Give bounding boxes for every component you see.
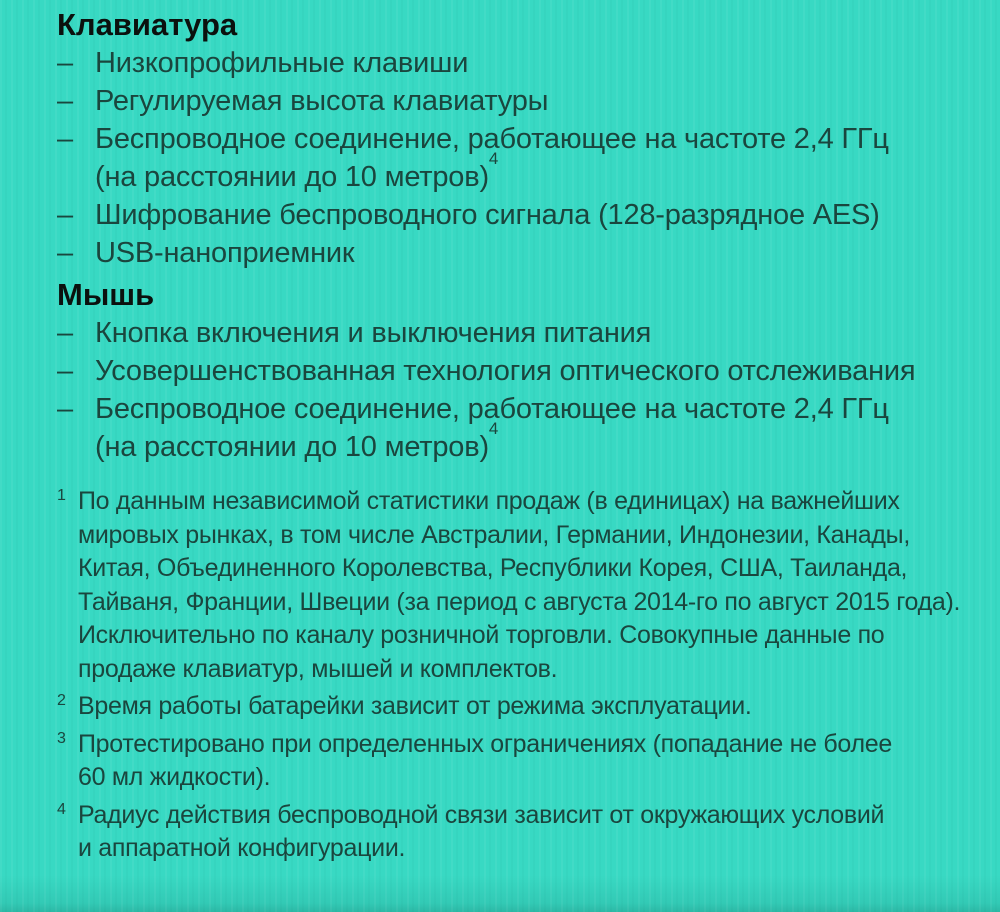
- feature-text: [95, 352, 980, 390]
- feature-item: [57, 352, 980, 390]
- feature-text-line: Регулируемая высота клавиатуры: [95, 85, 549, 117]
- feature-text-line: USB-наноприемник: [95, 237, 355, 269]
- feature-text: [95, 82, 980, 120]
- feature-item: [57, 234, 980, 272]
- feature-text-line: Беспроводное соединение, работающее на частоте 2,4 ГГц: [95, 393, 889, 425]
- footnote-line: Китая, Объединенного Королевства, Республики Корея, США, Таиланда,: [78, 554, 908, 582]
- footnote-line: Исключительно по каналу розничной торговли. Совокупные данные по: [78, 621, 885, 649]
- footnote-line: Радиус действия беспроводной связи зависит от окружающих условий: [78, 800, 885, 829]
- section-title-mouse: Мышь: [57, 277, 155, 312]
- feature-text: [95, 390, 980, 428]
- footnote-line: Тайваня, Франции, Швеции (за период с августа 2014-го по август 2015 года).: [78, 587, 961, 616]
- feature-text-line: Беспроводное соединение, работающее на частоте 2,4 ГГц: [95, 123, 889, 155]
- bullet-dash: –: [57, 47, 74, 79]
- bullet-dash: –: [57, 85, 74, 117]
- footnote-line: продаже клавиатур, мышей и комплектов.: [78, 654, 558, 683]
- feature-text-line: Шифрование беспроводного сигнала (128-разрядное AES): [95, 199, 880, 231]
- feature-text-line: Усовершенствованная технология оптического отслеживания: [95, 355, 916, 387]
- section-keyboard: [57, 6, 980, 272]
- bullet-dash: –: [57, 237, 74, 269]
- bullet-dash: –: [57, 393, 74, 425]
- feature-item: [57, 390, 980, 466]
- feature-text-line: (на расстоянии до 10 метров): [95, 161, 489, 193]
- bullet-dash: –: [57, 123, 74, 155]
- feature-text-line: (на расстоянии до 10 метров): [95, 431, 489, 463]
- footnote-marker: 1: [57, 487, 66, 504]
- footnote-line: Время работы батарейки зависит от режима эксплуатации.: [78, 692, 752, 720]
- footnote-line: 60 мл жидкости).: [78, 763, 271, 791]
- feature-text: [95, 149, 980, 196]
- feature-item: [57, 314, 980, 352]
- feature-text-line: Кнопка включения и выключения питания: [95, 317, 652, 349]
- footnote-line: мировых рынках, в том числе Австралии, Германии, Индонезии, Канады,: [78, 520, 911, 549]
- footnote-item: [57, 485, 980, 686]
- feature-text: [95, 419, 980, 466]
- footnote-item: [57, 690, 980, 724]
- section-mouse: [57, 276, 980, 466]
- footnote-line: По данным независимой статистики продаж (в единицах) на важнейших: [78, 487, 900, 515]
- feature-text-line: Низкопрофильные клавиши: [95, 47, 469, 79]
- feature-item: [57, 44, 980, 82]
- feature-text: [95, 234, 980, 272]
- footnote-ref: 4: [488, 419, 499, 439]
- feature-text: [95, 314, 980, 352]
- feature-text: [95, 196, 980, 234]
- feature-text: [95, 120, 980, 158]
- footnote-item: [57, 728, 980, 795]
- footnote-marker: 3: [57, 729, 66, 747]
- footnote-line: Протестировано при определенных ограничениях (попадание не более: [78, 729, 892, 758]
- footnote-item: [57, 799, 980, 866]
- section-title-keyboard: Клавиатура: [57, 7, 238, 42]
- feature-item: [57, 120, 980, 196]
- feature-text: [95, 44, 980, 82]
- bullet-dash: –: [57, 199, 74, 231]
- footnote-ref: 4: [488, 149, 499, 169]
- bullet-dash: –: [57, 317, 74, 349]
- footnotes: [57, 485, 980, 866]
- bullet-dash: –: [57, 355, 74, 387]
- footnote-line: и аппаратной конфигурации.: [78, 834, 406, 862]
- feature-item: [57, 82, 980, 120]
- footnote-marker: 2: [57, 692, 66, 709]
- feature-item: [57, 196, 980, 234]
- footnote-marker: 4: [57, 800, 66, 818]
